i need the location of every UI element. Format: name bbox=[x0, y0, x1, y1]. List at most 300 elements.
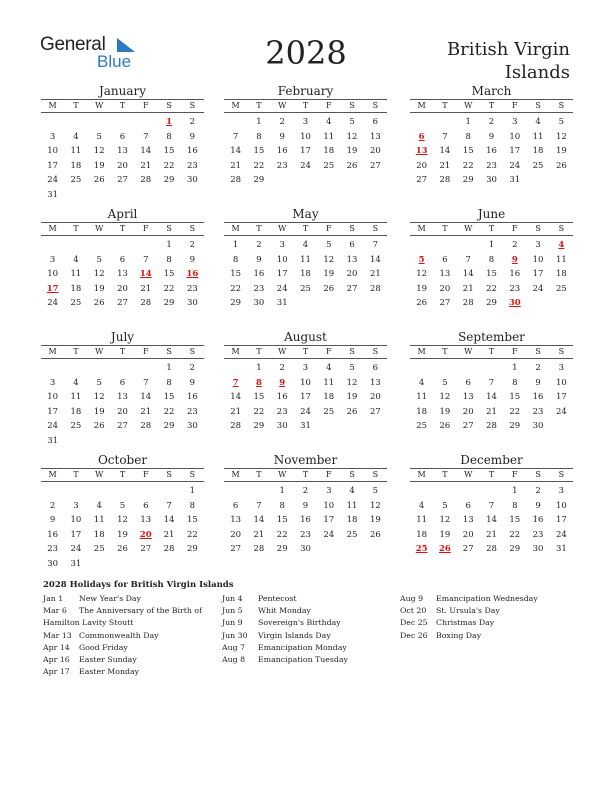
day-cell: 7 bbox=[143, 254, 149, 265]
day-cell: 12 bbox=[117, 515, 128, 525]
day-grid bbox=[224, 115, 387, 188]
weekday-label: M bbox=[231, 470, 240, 479]
month-title: February bbox=[277, 84, 334, 98]
day-cell: 4 bbox=[326, 363, 332, 373]
weekday-label: F bbox=[326, 347, 332, 356]
day-cell: 27 bbox=[117, 421, 128, 431]
weekday-label: M bbox=[417, 347, 426, 356]
holiday-column bbox=[222, 593, 397, 666]
day-cell: 11 bbox=[300, 254, 311, 265]
day-cell: 7 bbox=[143, 377, 149, 388]
day-cell: 17 bbox=[47, 160, 59, 171]
day-grid bbox=[41, 484, 204, 571]
day-cell: 7 bbox=[488, 377, 495, 388]
day-cell: 17 bbox=[47, 406, 59, 417]
day-cell: 15 bbox=[163, 269, 175, 279]
day-cell: 23 bbox=[300, 529, 311, 540]
day-cell: 3 bbox=[302, 117, 309, 127]
day-cell: 27 bbox=[140, 544, 152, 554]
day-cell: 4 bbox=[418, 377, 425, 388]
holiday-day-cell: 17 bbox=[46, 283, 59, 294]
day-cell: 14 bbox=[163, 515, 175, 525]
day-cell: 21 bbox=[253, 529, 265, 540]
weekday-label: T bbox=[302, 224, 309, 233]
empty-day-cell bbox=[64, 484, 87, 499]
day-cell: 2 bbox=[535, 363, 541, 373]
weekday-label: F bbox=[326, 470, 332, 479]
day-cell: 19 bbox=[439, 406, 451, 417]
day-cell: 24 bbox=[555, 406, 567, 417]
weekday-label: T bbox=[73, 347, 79, 356]
holiday-day-cell: 20 bbox=[139, 529, 152, 540]
month-february bbox=[224, 84, 387, 188]
day-cell: 10 bbox=[70, 515, 82, 525]
day-cell: 30 bbox=[253, 298, 265, 308]
holiday-date: Jun 4 bbox=[222, 594, 243, 603]
logo-text-blue: Blue bbox=[97, 52, 132, 71]
day-cell: 22 bbox=[163, 160, 175, 171]
day-cell: 25 bbox=[323, 406, 335, 417]
day-cell: 12 bbox=[439, 515, 451, 525]
day-cell: 4 bbox=[349, 486, 355, 496]
holiday-name: Easter Monday bbox=[79, 667, 140, 677]
holiday-name: Emancipation Wednesday bbox=[436, 594, 538, 603]
weekday-header bbox=[41, 222, 204, 236]
holiday-item bbox=[222, 630, 397, 642]
day-cell: 15 bbox=[253, 392, 265, 402]
day-cell: 12 bbox=[555, 131, 567, 142]
day-cell: 25 bbox=[555, 283, 567, 294]
day-cell: 5 bbox=[326, 240, 332, 250]
day-cell: 28 bbox=[140, 421, 152, 431]
day-cell: 11 bbox=[416, 515, 428, 525]
month-november bbox=[224, 453, 387, 557]
month-april bbox=[41, 207, 204, 311]
day-cell: 19 bbox=[117, 529, 128, 540]
month-title: May bbox=[292, 207, 319, 221]
day-cell: 22 bbox=[276, 529, 288, 540]
weekday-label: T bbox=[119, 224, 126, 233]
empty-day-cell bbox=[224, 484, 247, 499]
holiday-name: Boxing Day bbox=[436, 630, 482, 640]
weekday-label: T bbox=[119, 101, 126, 110]
day-cell: 17 bbox=[555, 392, 567, 402]
holiday-day-cell: 9 bbox=[511, 254, 518, 265]
day-cell: 26 bbox=[93, 298, 105, 308]
weekday-label: T bbox=[488, 224, 495, 233]
day-cell: 7 bbox=[232, 131, 239, 142]
day-cell: 12 bbox=[93, 392, 105, 402]
holiday-date: Mar 13 bbox=[43, 630, 72, 640]
day-cell: 5 bbox=[442, 377, 448, 388]
day-cell: 13 bbox=[117, 269, 128, 279]
day-grid bbox=[224, 238, 387, 311]
day-cell: 29 bbox=[276, 544, 288, 554]
empty-day-cell bbox=[224, 115, 247, 130]
weekday-header bbox=[41, 345, 204, 359]
day-cell: 27 bbox=[230, 544, 242, 554]
holiday-item bbox=[400, 630, 575, 642]
day-cell: 9 bbox=[302, 500, 309, 511]
day-cell: 26 bbox=[369, 529, 381, 540]
holiday-day-cell: 14 bbox=[139, 269, 152, 279]
holiday-column bbox=[400, 593, 575, 642]
day-cell: 7 bbox=[442, 131, 448, 142]
day-cell: 14 bbox=[230, 146, 242, 156]
empty-day-cell bbox=[41, 238, 64, 253]
day-cell: 1 bbox=[256, 363, 262, 373]
weekday-label: T bbox=[73, 224, 79, 233]
month-july bbox=[41, 330, 204, 448]
weekday-label: S bbox=[349, 347, 355, 356]
weekday-label: T bbox=[73, 470, 79, 479]
day-cell: 13 bbox=[369, 131, 381, 142]
day-cell: 5 bbox=[96, 131, 102, 142]
weekday-label: M bbox=[231, 224, 240, 233]
day-cell: 22 bbox=[253, 406, 265, 417]
weekday-label: F bbox=[143, 347, 149, 356]
day-cell: 12 bbox=[346, 377, 358, 388]
day-cell: 13 bbox=[230, 515, 242, 525]
day-cell: 14 bbox=[486, 392, 497, 402]
day-cell: 20 bbox=[117, 406, 128, 417]
day-cell: 21 bbox=[462, 283, 474, 294]
day-cell: 15 bbox=[509, 392, 521, 402]
day-cell: 2 bbox=[49, 500, 56, 511]
weekday-label: W bbox=[95, 224, 104, 233]
day-cell: 8 bbox=[166, 254, 172, 265]
day-cell: 21 bbox=[486, 529, 497, 540]
empty-day-cell bbox=[111, 115, 134, 130]
day-cell: 14 bbox=[486, 515, 497, 525]
day-cell: 16 bbox=[532, 392, 544, 402]
day-cell: 2 bbox=[189, 240, 196, 250]
day-cell: 26 bbox=[555, 160, 567, 171]
day-cell: 30 bbox=[532, 544, 544, 554]
day-cell: 29 bbox=[230, 298, 242, 308]
month-title: November bbox=[273, 453, 338, 467]
day-cell: 7 bbox=[143, 131, 149, 142]
weekday-header bbox=[224, 345, 387, 359]
day-cell: 9 bbox=[535, 500, 541, 511]
day-cell: 19 bbox=[346, 146, 358, 156]
day-cell: 23 bbox=[186, 283, 198, 294]
weekday-label: T bbox=[302, 470, 309, 479]
day-cell: 16 bbox=[186, 146, 198, 156]
day-cell: 27 bbox=[439, 298, 451, 308]
day-cell: 8 bbox=[512, 377, 518, 388]
day-cell: 25 bbox=[532, 160, 544, 171]
day-cell: 24 bbox=[509, 160, 521, 171]
weekday-label: S bbox=[558, 101, 565, 110]
day-cell: 15 bbox=[509, 515, 521, 525]
holiday-item bbox=[43, 593, 213, 605]
weekday-label: M bbox=[231, 101, 240, 110]
holiday-name: Sovereign's Birthday bbox=[258, 618, 341, 628]
weekday-label: M bbox=[48, 470, 57, 479]
day-cell: 18 bbox=[416, 406, 428, 417]
empty-day-cell bbox=[134, 484, 157, 499]
weekday-label: S bbox=[372, 224, 379, 233]
holiday-date: Apr 17 bbox=[43, 667, 70, 677]
holiday-item bbox=[222, 642, 397, 654]
weekday-label: W bbox=[464, 101, 473, 110]
day-cell: 11 bbox=[532, 131, 544, 142]
day-cell: 7 bbox=[256, 500, 262, 511]
day-cell: 21 bbox=[140, 283, 152, 294]
holiday-name: Whit Monday bbox=[258, 606, 311, 616]
weekday-label: S bbox=[558, 347, 565, 356]
day-cell: 6 bbox=[372, 363, 379, 373]
weekday-label: S bbox=[535, 101, 541, 110]
day-cell: 20 bbox=[117, 283, 128, 294]
day-cell: 9 bbox=[279, 131, 285, 142]
day-grid bbox=[224, 484, 387, 557]
calendar-year: 2028 bbox=[265, 34, 347, 72]
day-cell: 27 bbox=[346, 283, 358, 294]
day-cell: 28 bbox=[486, 421, 497, 431]
day-cell: 30 bbox=[186, 298, 198, 308]
day-cell: 18 bbox=[93, 529, 105, 540]
day-cell: 11 bbox=[323, 131, 335, 142]
day-cell: 30 bbox=[186, 175, 198, 185]
day-cell: 29 bbox=[163, 175, 175, 185]
weekday-label: F bbox=[326, 101, 332, 110]
holiday-day-cell: 8 bbox=[255, 377, 262, 388]
day-cell: 2 bbox=[189, 363, 196, 373]
day-grid bbox=[41, 361, 204, 448]
weekday-label: W bbox=[464, 347, 473, 356]
day-cell: 10 bbox=[300, 377, 311, 388]
weekday-label: T bbox=[488, 347, 495, 356]
day-cell: 18 bbox=[532, 146, 544, 156]
day-cell: 14 bbox=[140, 146, 152, 156]
month-title: July bbox=[110, 330, 135, 344]
empty-day-cell bbox=[247, 484, 270, 499]
day-cell: 23 bbox=[253, 283, 265, 294]
holiday-name: Good Friday bbox=[79, 642, 128, 652]
day-cell: 3 bbox=[49, 377, 56, 388]
day-cell: 22 bbox=[486, 283, 497, 294]
day-cell: 21 bbox=[230, 160, 242, 171]
day-cell: 16 bbox=[253, 269, 265, 279]
day-cell: 20 bbox=[230, 529, 242, 540]
day-cell: 13 bbox=[462, 515, 474, 525]
holiday-column bbox=[43, 593, 213, 678]
weekday-label: W bbox=[278, 224, 287, 233]
empty-day-cell bbox=[88, 484, 111, 499]
day-cell: 28 bbox=[140, 175, 152, 185]
day-cell: 19 bbox=[416, 283, 428, 294]
holiday-day-cell: 13 bbox=[415, 146, 428, 156]
weekday-label: T bbox=[442, 470, 448, 479]
day-cell: 15 bbox=[230, 269, 242, 279]
day-cell: 11 bbox=[555, 254, 567, 265]
empty-day-cell bbox=[111, 361, 134, 376]
day-cell: 24 bbox=[47, 298, 59, 308]
day-cell: 20 bbox=[439, 283, 451, 294]
day-cell: 21 bbox=[140, 406, 152, 417]
day-cell: 13 bbox=[140, 515, 152, 525]
day-cell: 20 bbox=[369, 146, 381, 156]
day-cell: 16 bbox=[300, 515, 311, 525]
weekday-label: S bbox=[535, 470, 541, 479]
day-cell: 27 bbox=[369, 160, 381, 171]
day-cell: 26 bbox=[346, 406, 358, 417]
day-cell: 19 bbox=[555, 146, 567, 156]
day-cell: 14 bbox=[439, 146, 451, 156]
empty-day-cell bbox=[41, 484, 64, 499]
day-cell: 23 bbox=[186, 160, 198, 171]
holiday-item bbox=[43, 666, 213, 678]
day-grid bbox=[41, 115, 204, 202]
day-cell: 19 bbox=[369, 515, 381, 525]
day-cell: 19 bbox=[323, 269, 335, 279]
weekday-label: M bbox=[417, 224, 426, 233]
day-cell: 9 bbox=[535, 377, 541, 388]
holiday-name: New Year's Day bbox=[79, 594, 141, 603]
day-cell: 30 bbox=[532, 421, 544, 431]
holiday-date: Aug 9 bbox=[400, 594, 424, 603]
day-cell: 19 bbox=[93, 283, 105, 294]
day-cell: 31 bbox=[300, 421, 311, 431]
day-cell: 3 bbox=[49, 254, 56, 265]
holiday-day-cell: 9 bbox=[279, 377, 286, 388]
day-cell: 16 bbox=[276, 146, 288, 156]
day-cell: 20 bbox=[462, 406, 474, 417]
day-cell: 9 bbox=[256, 254, 262, 265]
day-cell: 17 bbox=[555, 515, 567, 525]
day-cell: 1 bbox=[166, 240, 172, 250]
day-cell: 4 bbox=[535, 117, 541, 127]
day-cell: 23 bbox=[486, 160, 497, 171]
day-cell: 8 bbox=[465, 131, 471, 142]
day-cell: 5 bbox=[558, 117, 565, 127]
empty-day-cell bbox=[88, 115, 111, 130]
day-cell: 11 bbox=[70, 392, 82, 402]
weekday-label: T bbox=[73, 101, 79, 110]
month-title: October bbox=[97, 453, 148, 467]
day-cell: 14 bbox=[462, 269, 474, 279]
weekday-label: S bbox=[189, 470, 196, 479]
empty-day-cell bbox=[480, 361, 503, 376]
holiday-name: The Anniversary of the Birth of Hamilton Lavity Stoutt bbox=[43, 606, 202, 628]
day-cell: 29 bbox=[186, 544, 198, 554]
day-cell: 16 bbox=[509, 269, 521, 279]
month-title: September bbox=[458, 330, 525, 344]
day-cell: 24 bbox=[300, 406, 311, 417]
day-cell: 1 bbox=[512, 486, 518, 496]
weekday-label: T bbox=[256, 224, 262, 233]
month-title: March bbox=[471, 84, 512, 98]
weekday-header bbox=[410, 222, 573, 236]
weekday-label: T bbox=[256, 347, 262, 356]
holiday-date: Dec 25 bbox=[400, 618, 428, 628]
day-cell: 8 bbox=[279, 500, 285, 511]
weekday-label: T bbox=[119, 470, 126, 479]
day-cell: 28 bbox=[230, 175, 242, 185]
day-cell: 17 bbox=[300, 146, 311, 156]
day-cell: 10 bbox=[300, 131, 311, 142]
day-cell: 3 bbox=[279, 240, 285, 250]
day-cell: 6 bbox=[465, 377, 471, 388]
holiday-list bbox=[43, 578, 583, 677]
month-august bbox=[224, 330, 387, 434]
day-cell: 30 bbox=[486, 175, 497, 185]
weekday-label: T bbox=[256, 470, 262, 479]
day-cell: 2 bbox=[535, 486, 541, 496]
holiday-date: Apr 16 bbox=[43, 655, 70, 665]
weekday-label: T bbox=[302, 347, 309, 356]
holiday-day-cell: 25 bbox=[415, 544, 428, 554]
day-cell: 14 bbox=[140, 392, 152, 402]
month-september bbox=[410, 330, 573, 434]
day-cell: 22 bbox=[509, 529, 521, 540]
holiday-item bbox=[222, 654, 397, 666]
day-cell: 13 bbox=[346, 254, 358, 265]
day-cell: 1 bbox=[512, 363, 518, 373]
day-cell: 5 bbox=[119, 500, 126, 511]
day-cell: 3 bbox=[326, 486, 332, 496]
day-grid bbox=[410, 361, 573, 434]
day-cell: 28 bbox=[369, 283, 381, 294]
day-cell: 21 bbox=[230, 406, 242, 417]
day-cell: 10 bbox=[555, 377, 567, 388]
day-cell: 18 bbox=[416, 529, 428, 540]
month-october bbox=[41, 453, 204, 571]
weekday-label: S bbox=[372, 470, 379, 479]
day-cell: 10 bbox=[276, 254, 288, 265]
weekday-label: S bbox=[558, 470, 565, 479]
day-cell: 22 bbox=[186, 529, 198, 540]
day-cell: 8 bbox=[189, 500, 196, 511]
day-cell: 26 bbox=[93, 175, 105, 185]
day-cell: 12 bbox=[439, 392, 451, 402]
weekday-label: F bbox=[512, 470, 518, 479]
empty-day-cell bbox=[433, 361, 456, 376]
day-cell: 16 bbox=[47, 529, 59, 540]
day-cell: 4 bbox=[326, 117, 332, 127]
weekday-label: S bbox=[372, 101, 379, 110]
day-cell: 1 bbox=[232, 240, 239, 250]
weekday-header bbox=[410, 468, 573, 482]
day-cell: 24 bbox=[323, 529, 335, 540]
day-cell: 25 bbox=[70, 298, 82, 308]
day-cell: 3 bbox=[302, 363, 309, 373]
day-cell: 5 bbox=[349, 363, 355, 373]
day-cell: 25 bbox=[346, 529, 358, 540]
holiday-name: Christmas Day bbox=[436, 618, 495, 628]
day-cell: 25 bbox=[70, 421, 82, 431]
day-cell: 5 bbox=[96, 254, 102, 265]
weekday-label: S bbox=[166, 224, 172, 233]
day-cell: 22 bbox=[163, 406, 175, 417]
day-cell: 11 bbox=[416, 392, 428, 402]
day-cell: 15 bbox=[276, 515, 288, 525]
day-cell: 4 bbox=[418, 500, 425, 511]
holiday-item bbox=[400, 605, 575, 617]
day-cell: 7 bbox=[465, 254, 471, 265]
day-cell: 13 bbox=[462, 392, 474, 402]
empty-day-cell bbox=[410, 361, 433, 376]
day-cell: 12 bbox=[416, 269, 428, 279]
day-cell: 19 bbox=[93, 406, 105, 417]
weekday-label: S bbox=[535, 224, 541, 233]
day-cell: 13 bbox=[369, 377, 381, 388]
day-cell: 21 bbox=[140, 160, 152, 171]
day-cell: 27 bbox=[369, 406, 381, 417]
day-grid bbox=[224, 361, 387, 434]
